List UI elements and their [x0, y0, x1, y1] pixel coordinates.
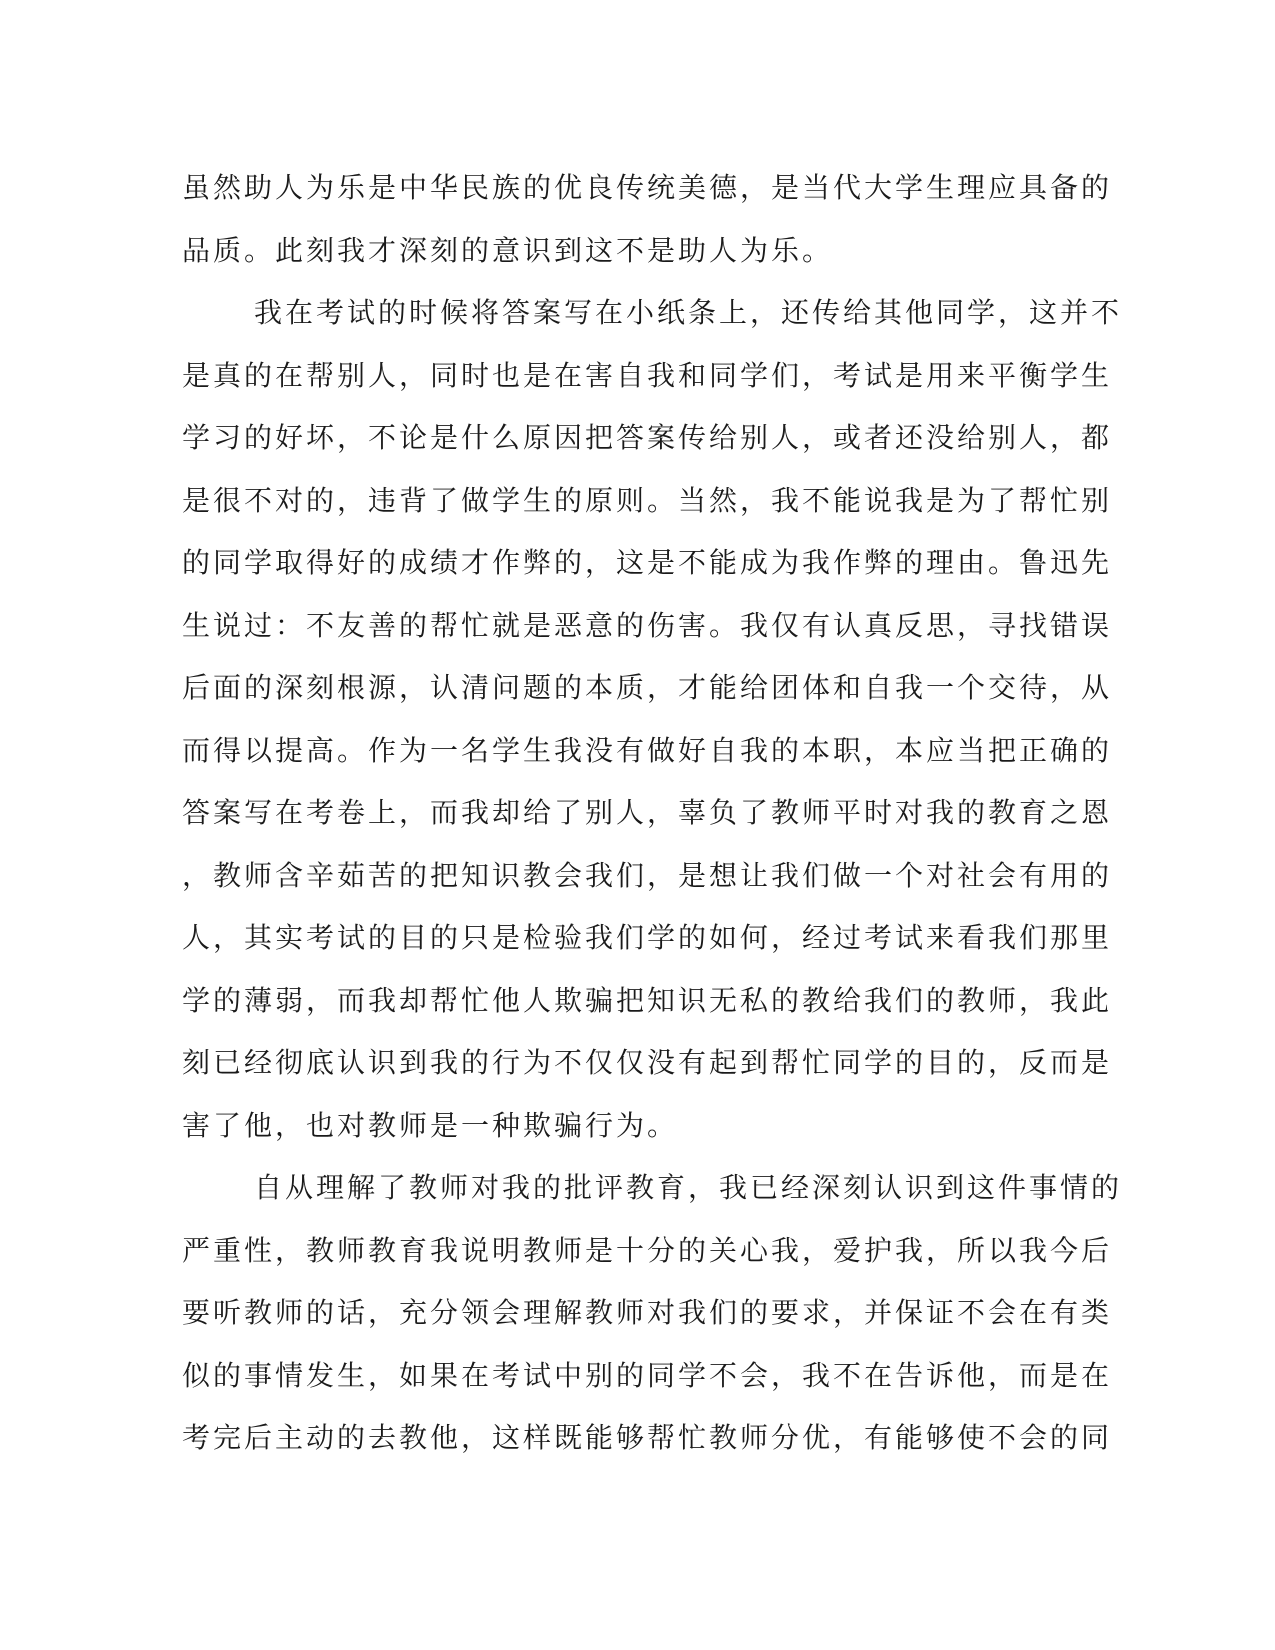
text-line: 似的事情发生，如果在考试中别的同学不会，我不在告诉他，而是在	[182, 1358, 1113, 1392]
text-line: 害了他，也对教师是一种欺骗行为。	[182, 1108, 679, 1142]
text-line: 学的薄弱，而我却帮忙他人欺骗把知识无私的教给我们的教师，我此	[182, 983, 1113, 1017]
text-line: 的同学取得好的成绩才作弊的，这是不能成为我作弊的理由。鲁迅先	[182, 546, 1113, 579]
text-line: 而得以提高。作为一名学生我没有做好自我的本职，本应当把正确的	[182, 733, 1113, 767]
text-line: 学习的好坏，不论是什么原因把答案传给别人，或者还没给别人，都	[182, 421, 1113, 454]
body-text	[182, 157, 1123, 1470]
text-line: 后面的深刻根源，认清问题的本质，才能给团体和自我一个交待，从	[182, 671, 1113, 704]
text-line: 是真的在帮别人，同时也是在害自我和同学们，考试是用来平衡学生	[182, 358, 1113, 392]
text-line: 要听教师的话，充分领会理解教师对我们的要求，并保证不会在有类	[182, 1296, 1113, 1329]
text-line: 虽然助人为乐是中华民族的优良传统美德，是当代大学生理应具备的	[182, 171, 1113, 204]
text-line: ，教师含辛茹苦的把知识教会我们，是想让我们做一个对社会有用的	[182, 858, 1113, 892]
paragraph-start-line: 自从理解了教师对我的批评教育，我已经深刻认识到这件事情的	[254, 1171, 1123, 1204]
text-line: 品质。此刻我才深刻的意识到这不是助人为乐。	[182, 233, 834, 267]
text-line: 人，其实考试的目的只是检验我们学的如何，经过考试来看我们那里	[182, 921, 1113, 954]
text-line: 生说过：不友善的帮忙就是恶意的伤害。我仅有认真反思，寻找错误	[182, 608, 1113, 642]
text-line: 答案写在考卷上，而我却给了别人，辜负了教师平时对我的教育之恩	[182, 796, 1113, 829]
text-line: 刻已经彻底认识到我的行为不仅仅没有起到帮忙同学的目的，反而是	[182, 1046, 1113, 1079]
text-line: 是很不对的，违背了做学生的原则。当然，我不能说我是为了帮忙别	[182, 483, 1113, 517]
paragraph-start-line: 我在考试的时候将答案写在小纸条上，还传给其他同学，这并不	[254, 296, 1123, 329]
text-line: 严重性，教师教育我说明教师是十分的关心我，爱护我，所以我今后	[182, 1233, 1113, 1267]
text-line: 考完后主动的去教他，这样既能够帮忙教师分优，有能够使不会的同	[182, 1421, 1113, 1454]
